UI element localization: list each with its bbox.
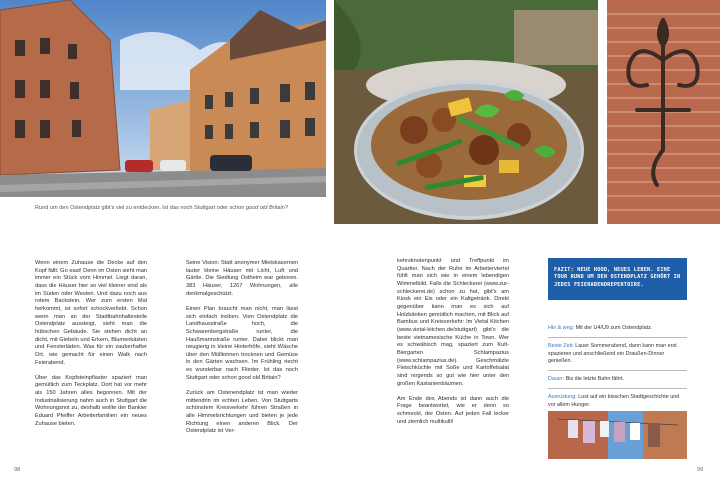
divider	[548, 337, 687, 338]
paragraph: Seine Vision: Statt anonymer Mietskasernen lauter kleine Häuser mit Licht, Luft und Gärtle. Die Siedlung Ostheim war geboren. 383 Häuser, 1267 Wohnungen, alle denkmalgeschützt.	[186, 260, 298, 297]
tips-box	[548, 325, 687, 414]
tip-text: Mit der U4/U9 zum Ostendplatz.	[575, 325, 653, 331]
tip-text: Lauer Sommerabend, dann kann man erst spazieren und anschließend ein Draußen-Dinner genießen.	[548, 343, 677, 364]
tip-label: Beste Zeit:	[548, 343, 574, 350]
caption-text: Rund um den Ostendplatz gibt's viel zu entdecken. Ist das noch Stuttgart oder schon	[35, 205, 245, 211]
page-number-left: 98	[14, 467, 21, 473]
tip-text: Lust auf ein bisschen Stadtgeschichte und vor allem Hunger.	[548, 394, 680, 408]
paragraph: Am Ende des Abends ist dann auch die Frage beantwortet, wie er denn so schmeckt, der Osten. Auf jeden Fall lecker und ziemlich multikulti!	[397, 395, 509, 425]
divider	[548, 388, 687, 389]
caption-italic: good old Britain?	[245, 205, 288, 211]
tip-item	[548, 343, 687, 365]
text-column-3	[397, 258, 509, 434]
tip-text: Bis die letzte Bahn fährt.	[565, 376, 625, 383]
fazit-box: FAZIT: NEUE HOOD, NEUES LEBEN. EINE TOUR RUND UM DEN OSTENDPLATZ GEHÖRT IN JEDES FEIERABENDREPERTOIRE.	[548, 258, 687, 300]
laundry-photo	[548, 411, 687, 459]
paragraph: Über das Kopfsteinpflaster spaziert man gemütlich zum Teckplatz. Dort hat vor mehr als 150 Jahren alles begonnen. Mit der Industrialisierung nahm auch in Stuttgart die Wohnungsnot zu, deshalb wollte der Bankier Eduard Pfeiffer Arbeiterfamilien ein neues Zuhause bieten.	[35, 374, 147, 427]
paragraph: kehrsknotenpunkt und Treffpunkt im Quartier. Nach der Ruhe im Arbeiterviertel fühlt man sich wie in einem lebendigen Wimmelbild. Falls die Schleckerei (www.zur-schleckerei.de) schon zu hat, gibt's am Kiosk ein Eis oder ein Kaltgetränk. Direkt gegenüber kann man es sich auf Holzbänken gemütlich machen, mit Blick auf Bambus und Kreisverkehr: Im Vietal Kitchen (www.vietal-kitchen.de/stuttgart) gibt's die beste vietnamesische Küche in Town. Wer es schwäbisch mag, spaziert zum Kult-Biergarten Schlampazius (www.schlampazius.de). Geschmälzte Fleischküchle mit Soße und Kartoffelsalat sind nirgends so gut wie hier unter den großen Kastanienbäumen.	[397, 258, 509, 387]
food-bowl-photo	[334, 0, 598, 224]
page-number-right: 99	[697, 467, 704, 473]
divider	[548, 370, 687, 371]
paragraph: Zurück am Ostenendplatz ist man wieder mittendrin im echten Leben. Von Stuttgarts schönstem Kreisverkehr führen Straßen in alle Himmelsrichtungen und bieten je jede Richtung einen anderen Blick. Der Ostendplatz ist Ver-	[186, 390, 298, 435]
wall-ornament-photo	[607, 0, 720, 224]
tip-label: Hin & weg:	[548, 325, 575, 331]
tip-label: Dauer:	[548, 376, 565, 383]
tip-item	[548, 376, 687, 383]
text-column-2	[186, 260, 298, 444]
text-column-1	[35, 260, 147, 436]
paragraph: Einen Plan braucht man nicht, man lässt sich einfach treiben. Vom Ostendplatz die Landhausstraße hoch, die Schwarenbergstraße runter, die Haußmannstraße runter. Dabei blickt man neugierig in kleine Hinterhöfe, sieht Wäsche über den Mülltonnen trocknen und Gemüse in den Gärten wachsen. Im Frühling riecht es wunderbar nach Flieder. Ist das noch Stuttgart oder schon good old Britain?	[186, 305, 298, 381]
tip-item	[548, 394, 687, 409]
tip-label: Ausrüstung:	[548, 394, 577, 401]
street-photo	[0, 0, 326, 197]
paragraph: Wenn einem Zuhause die Decke auf den Kopf fällt: Go east! Denn im Osten sieht man immer ein Stück vom Himmel. Liegt daran, dass die Häuser hier so viel kleiner sind als im Süden oder Westen. Und dazu noch aus rotem Backstein. Wer zum ersten Mal herkommt, ist sofort schockverliebt. Schon wenn man an der Stadtbahnhaltestelle Ostendplatz aussteigt, sieht man die hübschen Gebäude. Sie stehen dicht an dicht, mit Giebeln und Erkern, Blumenkästen und Fensterläden. Was für ein zauberhafter Ort, wie gemacht für einen Walk nach Feierabend.	[35, 260, 147, 366]
tip-item	[548, 325, 687, 332]
photo-caption	[35, 205, 325, 212]
